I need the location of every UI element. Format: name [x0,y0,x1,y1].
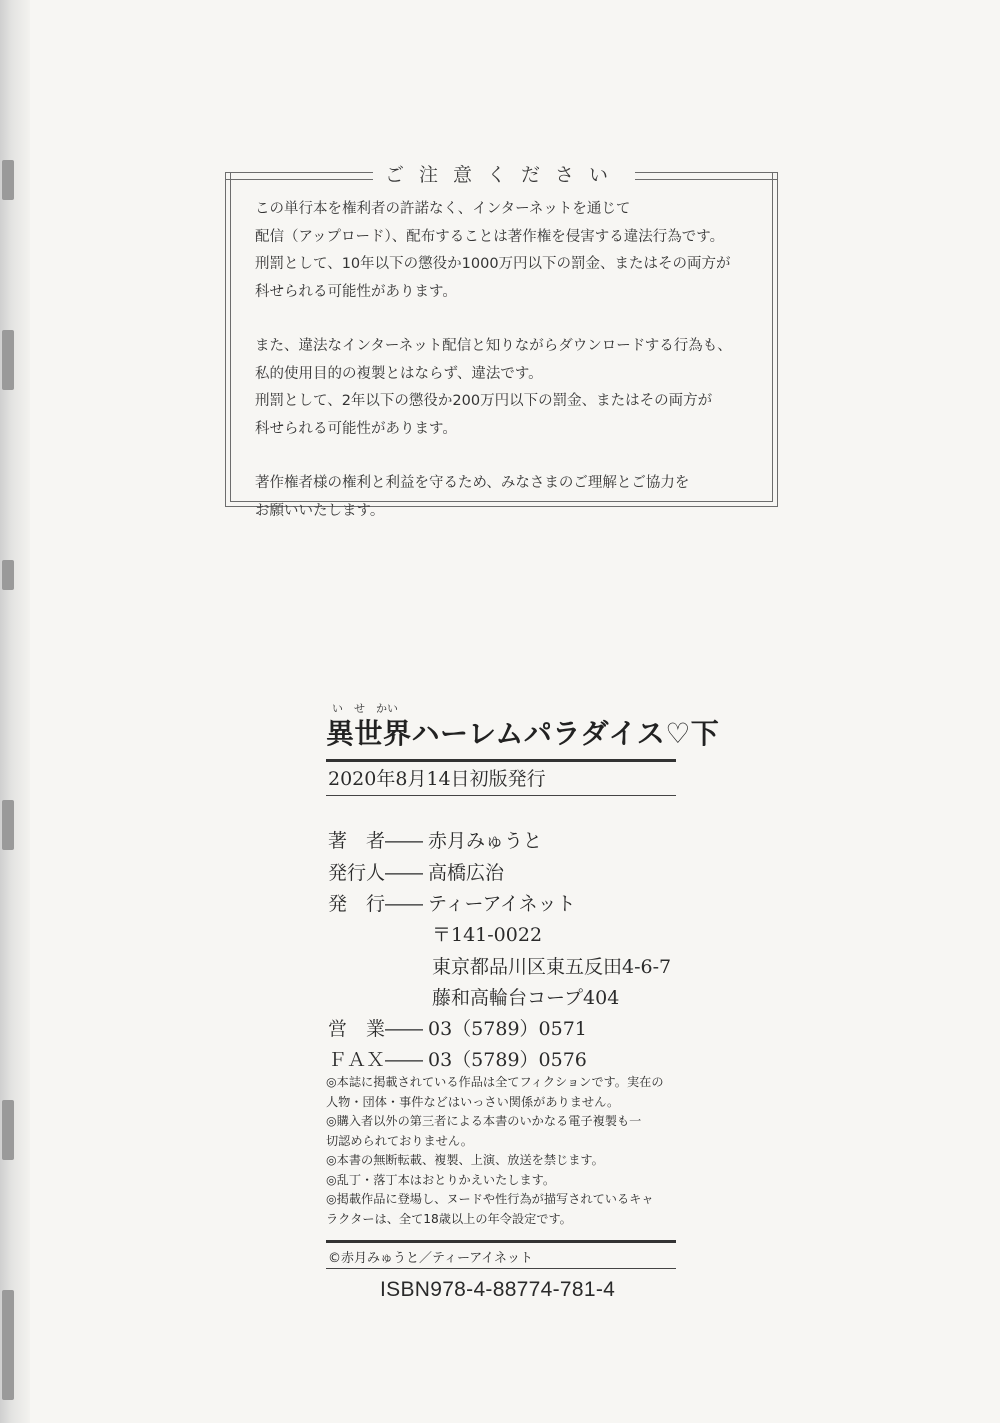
notice-line: 刑罰として、10年以下の懲役か1000万円以下の罰金、またはその両方が [255,256,731,272]
notice-line: 著作権者様の権利と利益を守るため、みなさまのご理解とご協力を [255,475,690,491]
title-rule [326,759,676,762]
author-name: 赤月みゅうと [428,830,543,852]
fax-row [328,1045,587,1072]
date-rule [326,795,676,796]
copyright-rule [326,1268,676,1269]
note-line: 切認められておりません。 [326,1133,473,1148]
copyright-notice-box [225,164,778,519]
note-line: ◎乱丁・落丁本はおとりかえいたします。 [326,1172,556,1187]
publisher-person-name: 高橋広治 [428,862,505,884]
notice-line: 私的使用目的の複製とはならず、違法です。 [255,365,543,382]
edge-mark [2,330,14,390]
note-line: ◎購入者以外の第三者による本書のいかなる電子複製も一 [326,1114,642,1128]
fax-number: 03（5789）0576 [428,1049,587,1071]
notice-paragraph [255,333,765,443]
sales-phone: 03（5789）0571 [428,1018,587,1040]
notice-line: お願いいたします。 [255,502,385,519]
note-line: 人物・団体・事件などはいっさい関係がありません。 [326,1094,620,1109]
author-row [328,826,542,853]
isbn: ISBN978-4-88774-781-4 [380,1278,616,1301]
publisher-person-row [328,858,504,885]
author-label: 著 者―― [328,830,424,852]
address-line-1: 東京都品川区東五反田4-6-7 [432,956,672,978]
publisher-label: 発 行―― [328,893,424,915]
notes-rule [326,1240,676,1243]
publisher-person-label: 発行人―― [328,862,424,884]
title-ruby: い せ かい [332,702,398,715]
scan-edge [0,0,30,1423]
notice-line: 配信（アップロード）、配布することは著作権を侵害する違法行為です。 [255,228,725,245]
sales-label: 営 業―― [328,1018,424,1040]
fax-label: ＦＡＸ―― [328,1049,424,1071]
notice-line: この単行本を権利者の許諾なく、インターネットを通じて [255,201,631,217]
edge-mark [2,160,14,200]
notice-line: 刑罰として、2年以下の懲役か200万円以下の罰金、またはその両方が [255,393,713,409]
notice-title: ご注意ください [384,164,623,186]
book-title: 異世界ハーレムパラダイス♡下 [326,717,720,750]
edge-mark [2,1100,14,1160]
edge-mark [2,1290,14,1400]
note-line: ◎本誌に掲載されている作品は全てフィクションです。実在の [326,1075,664,1089]
notice-line: 科せられる可能性があります。 [255,420,457,437]
note-line: ◎本書の無断転載、複製、上演、放送を禁じます。 [326,1153,604,1167]
copyright-line: ©赤月みゅうと／ティーアイネット [328,1251,534,1266]
notice-body [255,196,765,552]
postal-code: 〒141-0022 [432,924,543,946]
note-line: ラクターは、全て18歳以上の年令設定です。 [326,1211,572,1226]
notice-line: 科せられる可能性があります。 [255,283,457,300]
publication-date: 2020年8月14日初版発行 [328,768,546,790]
notice-paragraph [255,196,765,306]
notice-paragraph [255,470,765,525]
note-line: ◎掲載作品に登場し、ヌードや性行為が描写されているキャ [326,1192,654,1206]
edge-mark [2,800,14,850]
publisher-name: ティーアイネット [428,893,576,915]
sales-row [328,1014,587,1041]
address-line-2: 藤和高輪台コープ404 [432,987,620,1009]
notice-line: また、違法なインターネット配信と知りながらダウンロードする行為も、 [255,338,732,354]
legal-notes [326,1073,678,1229]
publisher-row [328,889,576,916]
edge-mark [2,560,14,590]
